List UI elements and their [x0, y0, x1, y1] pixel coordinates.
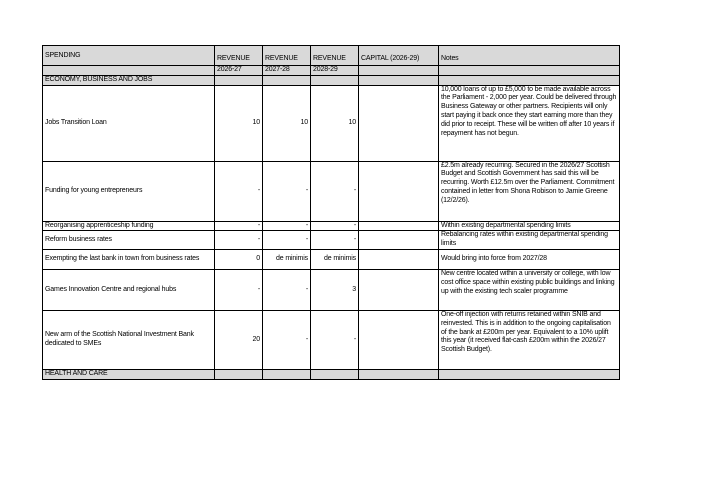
notes-cell: One-off injection with returns retained within SNIB and reinvested. This is in addition to the ongoing capitalisation of the bank at £200m per year. Equivalent to a 10% uplift this year (it received flat-cash £200m within the 2026/27 Scottish Budget). — [439, 310, 620, 369]
item-cell: Funding for young entrepreneurs — [43, 161, 215, 221]
capital-cell — [359, 221, 439, 231]
item-cell: Reorganising apprenticeship funding — [43, 221, 215, 231]
notes-header: Notes — [439, 46, 620, 66]
revenue-2028-29-cell: - — [311, 231, 359, 250]
year-2028-29: 2028-29 — [311, 66, 359, 76]
revenue-2027-28-cell: - — [263, 310, 311, 369]
section-row-health — [43, 369, 620, 379]
notes-cell: Within existing departmental spending limits — [439, 221, 620, 231]
year-cell-empty — [43, 66, 215, 76]
capital-cell — [359, 161, 439, 221]
year-row — [43, 66, 620, 76]
item-cell: New arm of the Scottish National Investment Bank dedicated to SMEs — [43, 310, 215, 369]
spending-table — [42, 45, 620, 380]
revenue-2027-28-cell: - — [263, 269, 311, 310]
year-cell-capital — [359, 66, 439, 76]
revenue-2026-27-cell: - — [215, 231, 263, 250]
notes-cell: £2.5m already recurring. Secured in the 2026/27 Scottish Budget and Scottish Government has said this will be recurring. Worth £12.5m over the Parliament. Commitment contained in letter from Shona Robison to Jamie Greene (12/2/26). — [439, 161, 620, 221]
table-row — [43, 231, 620, 250]
year-cell-notes — [439, 66, 620, 76]
revenue-2026-27-cell: - — [215, 269, 263, 310]
section-title: ECONOMY, BUSINESS AND JOBS — [43, 75, 215, 85]
item-cell: Games Innovation Centre and regional hubs — [43, 269, 215, 310]
table-row — [43, 249, 620, 269]
revenue-2027-28-cell: - — [263, 161, 311, 221]
capital-cell — [359, 231, 439, 250]
spending-header: SPENDING — [43, 46, 215, 66]
revenue-2028-29-cell: - — [311, 161, 359, 221]
item-cell: Exempting the last bank in town from business rates — [43, 249, 215, 269]
revenue-2028-29-cell: de minimis — [311, 249, 359, 269]
revenue-2026-27-cell: - — [215, 221, 263, 231]
revenue-2028-29-cell: - — [311, 310, 359, 369]
revenue-2026-27-cell: - — [215, 161, 263, 221]
revenue-header-2028-29: REVENUE — [311, 46, 359, 66]
notes-cell: New centre located within a university or college, with low cost office space within existing public buildings and linking up with the existing tech scaler programme — [439, 269, 620, 310]
table-row — [43, 85, 620, 161]
revenue-2027-28-cell: 10 — [263, 85, 311, 161]
revenue-2026-27-cell: 0 — [215, 249, 263, 269]
revenue-2028-29-cell: 3 — [311, 269, 359, 310]
revenue-2027-28-cell: - — [263, 231, 311, 250]
capital-cell — [359, 85, 439, 161]
revenue-2026-27-cell: 10 — [215, 85, 263, 161]
year-2026-27: 2026-27 — [215, 66, 263, 76]
section-title: HEALTH AND CARE — [43, 369, 215, 379]
section-row-economy — [43, 75, 620, 85]
year-2027-28: 2027-28 — [263, 66, 311, 76]
capital-cell — [359, 269, 439, 310]
table-row — [43, 310, 620, 369]
table-row — [43, 269, 620, 310]
notes-cell: Rebalancing rates within existing departmental spending limits — [439, 231, 620, 250]
revenue-2028-29-cell: - — [311, 221, 359, 231]
revenue-header-2027-28: REVENUE — [263, 46, 311, 66]
revenue-2026-27-cell: 20 — [215, 310, 263, 369]
revenue-2027-28-cell: - — [263, 221, 311, 231]
item-cell: Reform business rates — [43, 231, 215, 250]
notes-cell: 10,000 loans of up to £5,000 to be made available across the Parliament - 2,000 per year. Could be delivered through Business Gateway or other partners. Recipients will only start paying it back once they start earning more than they did prior to receipt. These will be written off after 10 years if repayment has not begun. — [439, 85, 620, 161]
item-cell: Jobs Transition Loan — [43, 85, 215, 161]
capital-header: CAPITAL (2026-29) — [359, 46, 439, 66]
capital-cell — [359, 249, 439, 269]
revenue-2027-28-cell: de minimis — [263, 249, 311, 269]
table-row — [43, 161, 620, 221]
table-row — [43, 221, 620, 231]
header-row — [43, 46, 620, 66]
capital-cell — [359, 310, 439, 369]
notes-cell: Would bring into force from 2027/28 — [439, 249, 620, 269]
revenue-header-2026-27: REVENUE — [215, 46, 263, 66]
revenue-2028-29-cell: 10 — [311, 85, 359, 161]
